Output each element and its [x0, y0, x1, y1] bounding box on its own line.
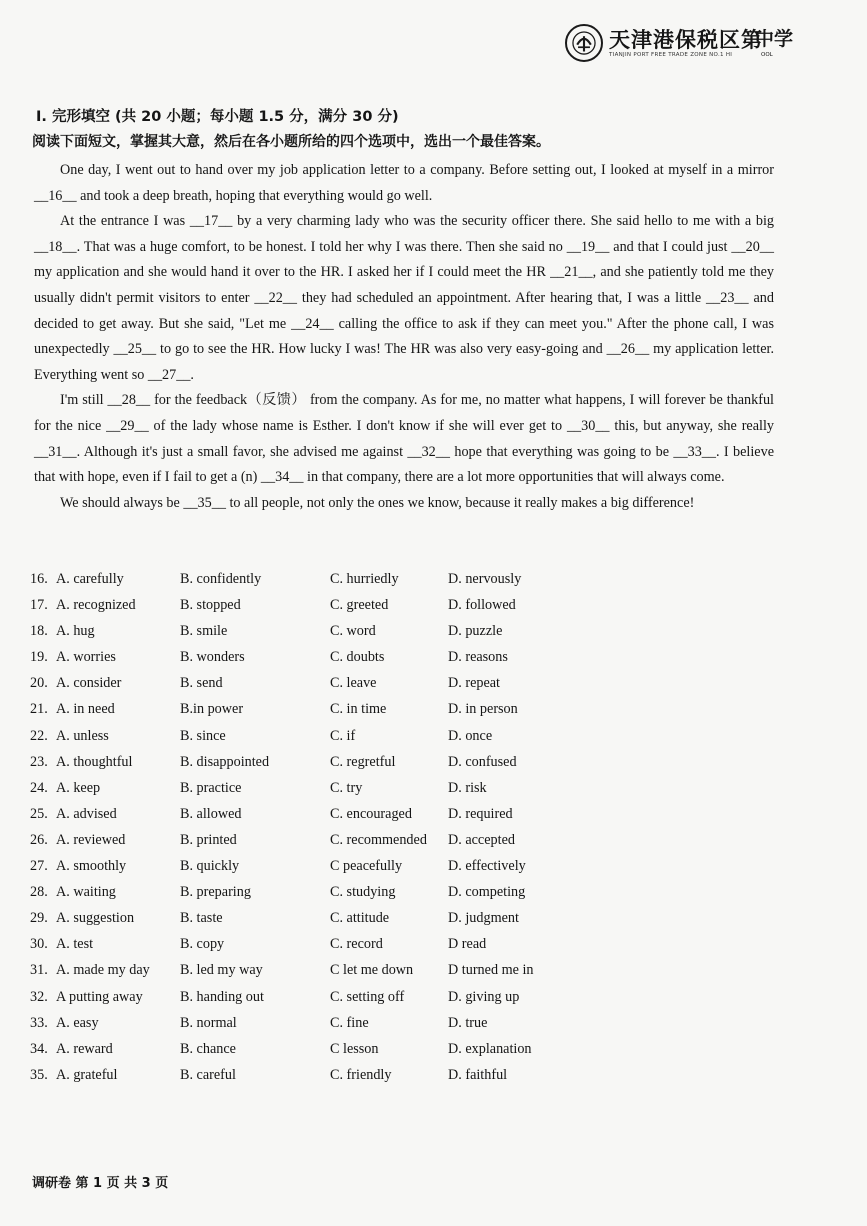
option-c: C. encouraged [330, 805, 412, 822]
option-c: C. friendly [330, 1066, 392, 1083]
question-number: 32. [30, 988, 48, 1005]
passage-paragraph: At the entrance I was __17__ by a very charming lady who was the security officer there. She said hello to me with a big __18__. That was a huge comfort, to be honest. I told her why I was there. Then she said no __19__ and that I could just __20__ my application and she would hand it over to the HR. I asked her if I could meet the HR __21__, and she patiently told me they usually didn't permit visitors to enter __22__ they had scheduled an appointment. After hearing that, I was a little __23__ and decided to get away. But she said, "Let me __24__ calling the office to ask if they can meet you." After the phone call, I was unexpectedly __25__ to go to see the HR. How lucky I was! The HR was also very easy-going and __26__ my application letter. Everything went so __27__. [34, 213, 774, 383]
option-b: B. preparing [180, 884, 251, 901]
question-row [30, 644, 590, 670]
option-d: D. competing [448, 884, 526, 901]
option-b: B. practice [180, 779, 242, 796]
page-footer: 调研卷 第 1 页 共 3 页 [32, 1176, 169, 1191]
question-row [30, 827, 590, 853]
option-a: A. thoughtful [56, 753, 133, 770]
option-a: A. grateful [56, 1066, 118, 1083]
option-c: C. leave [330, 675, 377, 692]
option-a: A. made my day [56, 962, 150, 979]
option-b: B. quickly [180, 858, 240, 875]
option-c: C. if [330, 727, 356, 744]
question-row [30, 566, 590, 592]
school-seal-icon [565, 24, 603, 62]
school-name-suffix: 中学 [755, 28, 794, 50]
question-number: 31. [30, 962, 48, 979]
option-a: A. keep [56, 779, 101, 796]
option-d: D. giving up [448, 988, 520, 1005]
question-number: 21. [30, 701, 48, 718]
option-b: B. disappointed [180, 753, 270, 770]
option-d: D. in person [448, 701, 518, 718]
question-number: 28. [30, 884, 48, 901]
option-b: B. careful [180, 1066, 236, 1083]
option-d: D. followed [448, 597, 516, 614]
option-a: A. recognized [56, 597, 136, 614]
option-d: D. true [448, 1014, 488, 1031]
question-row [30, 1036, 590, 1062]
option-b: B. handing out [180, 988, 264, 1005]
option-c: C. fine [330, 1014, 369, 1031]
option-b: B. wonders [180, 649, 245, 666]
option-b: B.in power [180, 701, 244, 718]
option-a: A. reward [56, 1040, 113, 1057]
option-a: A. waiting [56, 884, 116, 901]
question-number: 34. [30, 1040, 48, 1057]
question-number: 26. [30, 831, 48, 848]
school-name-suffix-en: OOL [761, 52, 773, 58]
option-d: D. explanation [448, 1040, 532, 1057]
question-number: 17. [30, 597, 48, 614]
option-d: D. confused [448, 753, 517, 770]
option-c: C. word [330, 623, 376, 640]
option-b: B. taste [180, 910, 223, 927]
question-row [30, 696, 590, 722]
option-b: B. stopped [180, 597, 241, 614]
question-row [30, 1062, 590, 1088]
question-number: 18. [30, 623, 48, 640]
option-c: C. attitude [330, 910, 390, 927]
option-b: B. since [180, 727, 226, 744]
option-c: C. studying [330, 884, 396, 901]
question-row [30, 853, 590, 879]
option-d: D. reasons [448, 649, 508, 666]
option-d: D. accepted [448, 831, 515, 848]
option-d: D. faithful [448, 1066, 508, 1083]
option-b: B. confidently [180, 571, 262, 587]
passage-paragraph: We should always be __35__ to all people, not only the ones we know, because it really makes a big difference! [60, 494, 695, 511]
question-row [30, 801, 590, 827]
option-d: D turned me in [448, 962, 534, 979]
option-d: D read [448, 936, 487, 953]
option-c: C. recommended [330, 831, 427, 848]
school-logo [565, 22, 865, 66]
option-b: B. normal [180, 1014, 237, 1031]
passage-paragraph: One day, I went out to hand over my job application letter to a company. Before setting out, I looked at myself in a mirror __16__ and took a deep breath, hoping that everything would go well. [34, 162, 774, 204]
passage [34, 158, 774, 516]
option-a: A. in need [56, 701, 115, 718]
section-instruction: 阅读下面短文，掌握其大意，然后在各小题所给的四个选项中，选出一个最佳答案。 [32, 134, 550, 150]
option-b: B. printed [180, 831, 237, 848]
option-a: A. carefully [56, 571, 124, 587]
option-c: C. setting off [330, 988, 405, 1005]
option-a: A. advised [56, 805, 117, 822]
question-row [30, 879, 590, 905]
option-b: B. chance [180, 1040, 236, 1057]
option-a: A. unless [56, 727, 109, 744]
option-c: C peacefully [330, 858, 403, 875]
option-a: A putting away [56, 988, 143, 1005]
option-d: D. repeat [448, 675, 500, 692]
question-number: 30. [30, 936, 48, 953]
question-number: 23. [30, 753, 48, 770]
option-a: A. worries [56, 649, 116, 666]
option-c: C. in time [330, 701, 387, 718]
option-c: C. regretful [330, 753, 396, 770]
question-number: 20. [30, 675, 48, 692]
question-row [30, 618, 590, 644]
passage-paragraph: I'm still __28__ for the feedback（反馈） from the company. As for me, no matter what happens, I will forever be thankful for the nice __29__ of the lady whose name is Esther. I don't know if she will ever get to __30__ this, but anyway, she really __31__. Although it's just a small favor, she advised me against __32__ hope that everything was going to be __33__. I believe that with hope, even if I fail to get a (n) __34__ in that company, there are a lot more opportunities that will always come. [34, 392, 774, 486]
section-title: I. 完形填空 (共 20 小题；每小题 1.5 分，满分 30 分) [36, 109, 399, 125]
option-b: B. allowed [180, 805, 242, 822]
question-row [30, 984, 590, 1010]
option-c: C. try [330, 779, 363, 796]
option-a: A. suggestion [56, 910, 135, 927]
question-row [30, 931, 590, 957]
question-row [30, 592, 590, 618]
school-name-en: TIANJIN PORT FREE TRADE ZONE NO.1 HI [609, 52, 733, 58]
option-c: C let me down [330, 962, 414, 979]
option-d: D. required [448, 805, 513, 822]
question-number: 16. [30, 571, 48, 587]
option-d: D. nervously [448, 571, 522, 587]
option-a: A. test [56, 936, 94, 953]
option-c: C. doubts [330, 649, 385, 666]
question-row [30, 670, 590, 696]
question-number: 25. [30, 805, 48, 822]
option-b: B. copy [180, 936, 225, 953]
option-b: B. led my way [180, 962, 263, 979]
option-b: B. smile [180, 623, 228, 640]
option-d: D. puzzle [448, 623, 503, 640]
question-row [30, 723, 590, 749]
question-number: 29. [30, 910, 48, 927]
option-b: B. send [180, 675, 223, 692]
question-number: 27. [30, 858, 48, 875]
option-c: C. hurriedly [330, 571, 399, 587]
question-row [30, 749, 590, 775]
option-c: C. greeted [330, 597, 389, 614]
question-row [30, 1010, 590, 1036]
option-d: D. judgment [448, 910, 519, 927]
question-row [30, 905, 590, 931]
question-row [30, 957, 590, 983]
options-list [30, 566, 590, 1088]
option-a: A. consider [56, 675, 122, 692]
option-a: A. reviewed [56, 831, 126, 848]
option-d: D. risk [448, 779, 487, 796]
option-a: A. smoothly [56, 858, 127, 875]
question-number: 24. [30, 779, 48, 796]
option-a: A. easy [56, 1014, 99, 1031]
school-name-cn: 天津港保税区第 [609, 28, 763, 52]
option-c: C. record [330, 936, 383, 953]
option-d: D. once [448, 727, 493, 744]
option-d: D. effectively [448, 858, 526, 875]
option-c: C lesson [330, 1040, 379, 1057]
option-a: A. hug [56, 623, 95, 640]
question-row [30, 775, 590, 801]
question-number: 33. [30, 1014, 48, 1031]
question-number: 35. [30, 1066, 48, 1083]
question-number: 19. [30, 649, 48, 666]
question-number: 22. [30, 727, 48, 744]
